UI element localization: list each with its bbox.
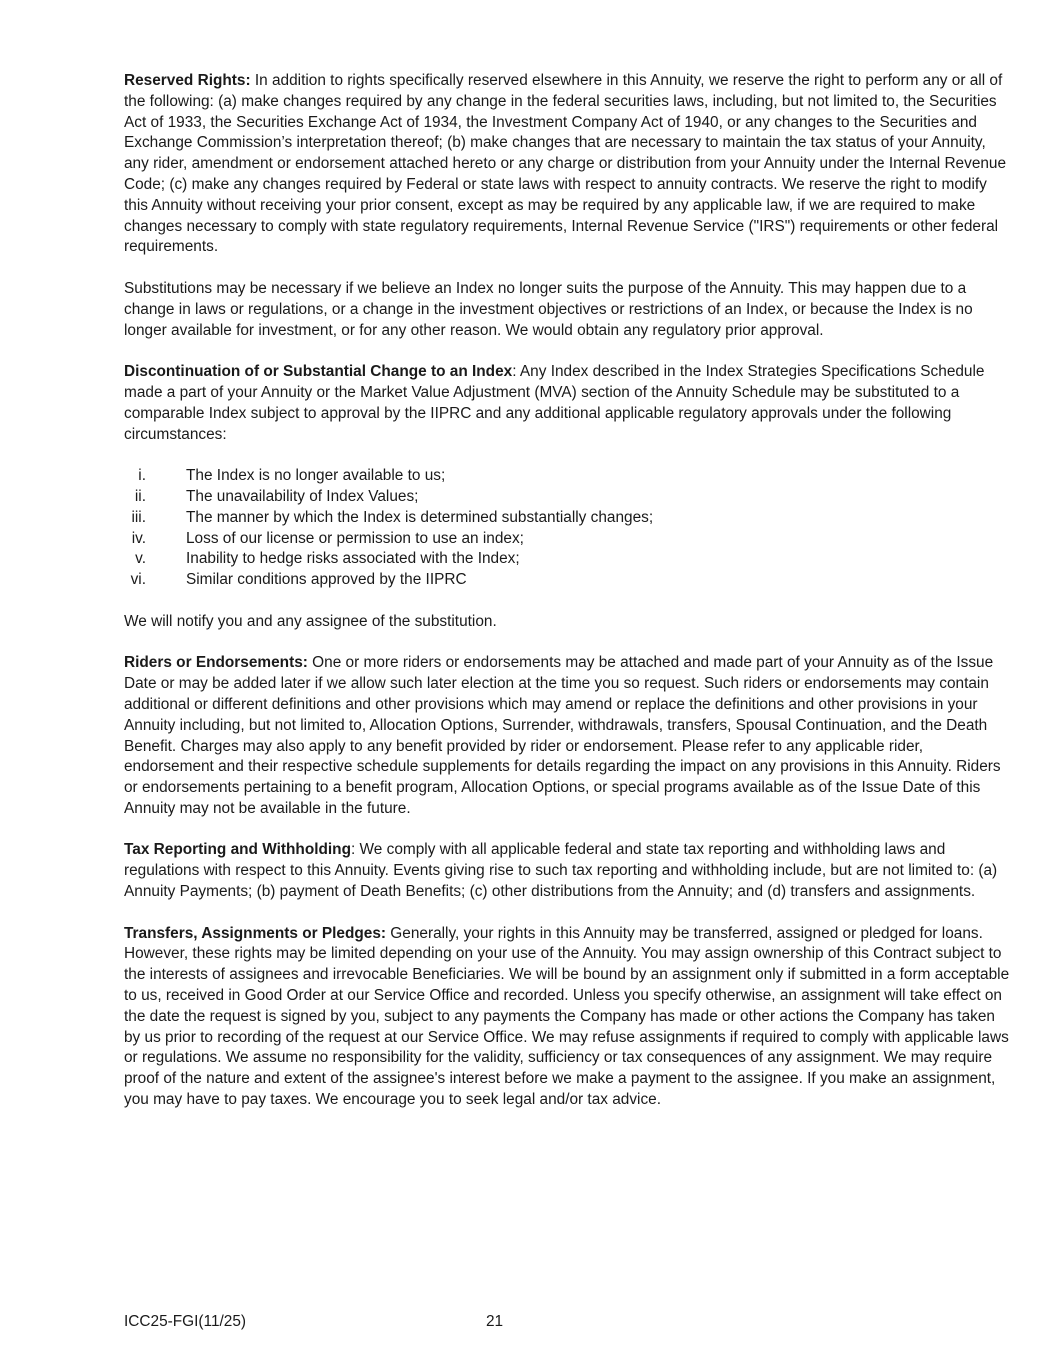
list-item	[124, 529, 1014, 550]
list-item	[124, 508, 1014, 529]
transfers-heading: Transfers, Assignments or Pledges:	[124, 924, 387, 942]
list-item-text: The unavailability of Index Values;	[186, 487, 419, 505]
page-number: 21	[486, 1313, 504, 1330]
discontinuation-paragraph	[124, 362, 1014, 445]
list-item	[124, 549, 1014, 570]
riders-heading: Riders or Endorsements:	[124, 654, 308, 672]
list-item-text: Loss of our license or permission to use an index;	[186, 529, 524, 547]
list-item	[124, 466, 1014, 487]
document-page	[124, 71, 1014, 1132]
form-code: ICC25-FGI(11/25)	[124, 1313, 247, 1330]
tax-body: : We comply with all applicable federal and state tax reporting and withholding laws and regulations with respect to this Annuity. Events giving rise to such tax reporting and withholding include, but are not limited to: (a) Annuity Payments; (b) payment of Death Benefits; (c) other distributions from the Annuity; and (d) transfers and assignments.	[124, 841, 998, 901]
riders-paragraph	[124, 653, 1014, 819]
reserved-rights-body: In addition to rights specifically reserved elsewhere in this Annuity, we reserve the right to perform any or all of the following: (a) make changes required by any change in the federal securities laws, including, but not limited to, the Securities Act of 1933, the Securities Exchange Act of 1934, the Investment Company Act of 1940, or any changes to the Securities and Exchange Commission’s interpretation thereof; (b) make changes that are necessary to maintain the tax status of your Annuity, any rider, amendment or endorsement attached hereto or any charge or distribution from your Annuity under the Internal Revenue Code; (c) make any changes required by Federal or state laws with respect to annuity contracts. We reserve the right to modify this Annuity without receiving your prior consent, except as may be required by any applicable law, if we are required to make changes necessary to comply with state regulatory requirements, Internal Revenue Service ("IRS") requirements or other federal requirements.	[124, 72, 1007, 256]
list-item-text: The manner by which the Index is determined substantially changes;	[186, 508, 654, 526]
tax-heading: Tax Reporting and Withholding	[124, 841, 351, 859]
list-item	[124, 487, 1014, 508]
discontinuation-heading: Discontinuation of or Substantial Change to an Index	[124, 363, 513, 381]
discontinuation-body: : Any Index described in the Index Strategies Specifications Schedule made a part of your Annuity or the Market Value Adjustment (MVA) section of the Annuity Schedule may be substituted to a comparable Index subject to approval by the IIPRC and any additional applicable regulatory approvals under the following circumstances:	[124, 363, 985, 443]
reserved-rights-heading: Reserved Rights:	[124, 72, 251, 89]
list-item-number: iii.	[131, 508, 146, 526]
tax-paragraph	[124, 840, 1014, 902]
transfers-paragraph	[124, 924, 1014, 1111]
transfers-body: Generally, your rights in this Annuity may be transferred, assigned or pledged for loans. However, these rights may be limited depending on your use of the Annuity. You may assign ownership of this Contract subject to the interests of assignees and irrevocable Beneficiaries. We will be bound by an assignment only if submitted in a form acceptable to us, received in Good Order at our Service Office and recorded. Unless you specify otherwise, an assignment will take effect on the date the request is signed by you, subject to any payments the Company has made or other actions the Company has taken by us prior to recording of the request at our Service Office. We may refuse assignments if required to comply with applicable laws or regulations. We assume no responsibility for the validity, sufficiency or tax consequences of any assignment. We may require proof of the nature and extent of the assignee's interest before we make a payment to the assignee. If you make an assignment, you may have to pay taxes. We encourage you to seek legal and/or tax advice.	[124, 924, 1010, 1109]
list-item-number: ii.	[134, 487, 146, 505]
list-item-text: The Index is no longer available to us;	[186, 467, 446, 485]
list-item	[124, 570, 1014, 591]
riders-body: One or more riders or endorsements may be attached and made part of your Annuity as of the Issue Date or may be added later if we allow such later election at the time you so request. Such riders or endorsements may contain additional or different definitions and other provisions which may amend or replace the definitions and other provisions in your Annuity including, but not limited to, Allocation Options, Surrender, withdrawals, transfers, Spousal Continuation, and the Death Benefit. Charges may also apply to any benefit provided by rider or endorsement. Please refer to any applicable rider, endorsement and their respective schedule supplements for details regarding the impact on any provisions in this Annuity. Riders or endorsements pertaining to a benefit program, Allocation Options, or special programs available as of the Issue Date of this Annuity may not be available in the future.	[124, 654, 1001, 817]
list-item-number: iv.	[131, 529, 146, 547]
circumstances-list	[124, 466, 1014, 591]
list-item-text: Inability to hedge risks associated with the Index;	[186, 550, 520, 568]
list-item-text: Similar conditions approved by the IIPRC	[186, 571, 467, 589]
substitution-notice: We will notify you and any assignee of the substitution.	[124, 612, 497, 630]
list-item-number: vi.	[130, 571, 146, 589]
list-item-number: i.	[138, 467, 146, 485]
substitutions-paragraph: Substitutions may be necessary if we believe an Index no longer suits the purpose of the Annuity. This may happen due to a change in laws or regulations, or a change in the investment objectives or restrictions of an Index, or because the Index is no longer available for investment, or for any other reason. We would obtain any regulatory prior approval.	[124, 279, 973, 339]
reserved-rights-paragraph	[124, 71, 1014, 258]
list-item-number: v.	[135, 550, 146, 568]
